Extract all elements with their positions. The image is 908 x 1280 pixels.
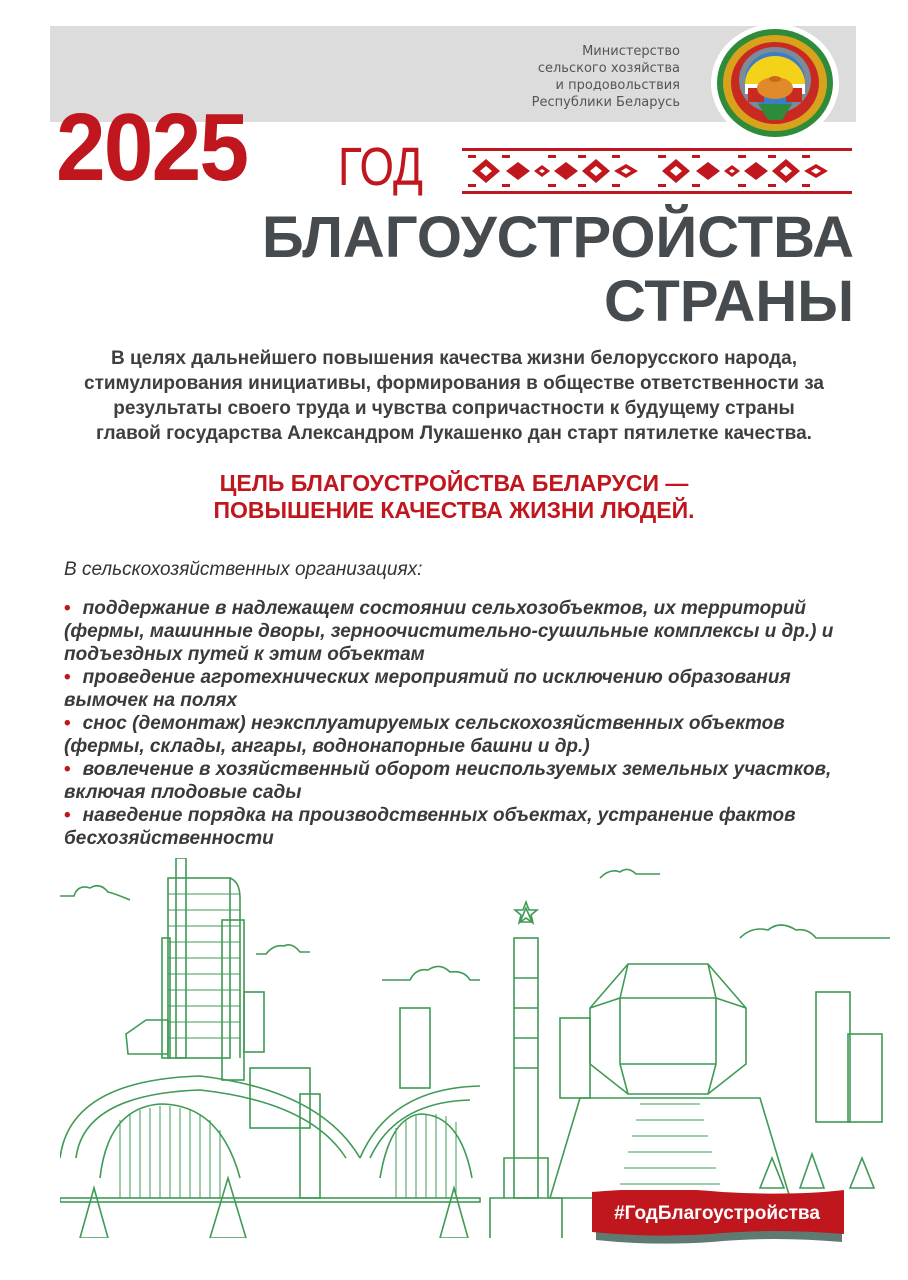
- ministry-line: Министерство: [582, 44, 680, 59]
- ministry-name: [532, 43, 680, 111]
- list-item-text: снос (демонтаж) неэксплуатируемых сельскохозяйственных объектов: [82, 713, 785, 734]
- tree-icon: [210, 1178, 246, 1238]
- cloud-icon: [600, 869, 660, 878]
- cloud-icon: [382, 966, 480, 980]
- cloud-icon: [740, 925, 890, 938]
- list-item-text: включая плодовые сады: [64, 782, 302, 803]
- bullet-icon: •: [64, 759, 71, 780]
- list-item-text: вымочек на полях: [64, 690, 238, 711]
- list-item-text: проведение агротехнических мероприятий по исключению образования: [82, 667, 791, 688]
- list-item-text: (фермы, машинные дворы, зерноочистительно-сушильные комплексы и др.) и: [64, 621, 834, 642]
- cloud-icon: [256, 945, 310, 954]
- tree-icon: [850, 1158, 874, 1188]
- tree-icon: [440, 1188, 468, 1238]
- list-item-text: (фермы, склады, ангары, воднонапорные башни и др.): [64, 736, 590, 757]
- bullet-icon: •: [64, 598, 71, 619]
- cloud-icon: [60, 886, 130, 900]
- hashtag-text: #ГодБлагоустройства: [614, 1203, 820, 1224]
- list-item: [64, 804, 864, 850]
- list-item-text: подъездных путей к этим объектам: [64, 644, 425, 665]
- intro-line: результаты своего труда и чувства сопричастности к будущему страны: [113, 398, 795, 419]
- intro-line: главой государства Александром Лукашенко дан старт пятилетке качества.: [96, 423, 812, 444]
- bullet-icon: •: [64, 805, 71, 826]
- list-item-text: наведение порядка на производственных объектах, устранение фактов: [82, 805, 796, 826]
- tree-icon: [800, 1154, 824, 1188]
- goal-heading: [40, 470, 868, 524]
- year-number: 2025: [56, 94, 248, 201]
- star-icon: [515, 902, 537, 923]
- goal-line: ЦЕЛЬ БЛАГОУСТРОЙСТВА БЕЛАРУСИ —: [219, 470, 689, 496]
- goal-line: ПОВЫШЕНИЕ КАЧЕСТВА ЖИЗНИ ЛЮДЕЙ.: [213, 497, 695, 523]
- intro-line: стимулирования инициативы, формирования в обществе ответственности за: [84, 373, 824, 394]
- ministry-line: Республики Беларусь: [531, 95, 680, 110]
- ministry-line: и продовольствия: [555, 78, 680, 93]
- page-title-line2: СТРАНЫ: [603, 269, 854, 334]
- list-item-text: поддержание в надлежащем состоянии сельхозобъектов, их территорий: [82, 598, 807, 619]
- measures-list: [64, 597, 864, 850]
- tree-icon: [80, 1188, 108, 1238]
- ornament-border: [462, 148, 852, 194]
- list-item: [64, 712, 864, 758]
- intro-paragraph: [40, 346, 868, 446]
- ministry-emblem-icon: [708, 22, 842, 144]
- city-skyline-illustration: [60, 858, 890, 1238]
- list-item-text: бесхозяйственности: [64, 828, 274, 849]
- bullet-icon: •: [64, 713, 71, 734]
- bullet-icon: •: [64, 667, 71, 688]
- list-item: [64, 666, 864, 712]
- list-item: [64, 758, 864, 804]
- page-title-line1: БЛАГОУСТРОЙСТВА: [261, 205, 854, 270]
- list-item: [64, 597, 864, 666]
- year-word: ГОД: [338, 137, 423, 197]
- list-item-text: вовлечение в хозяйственный оборот неиспользуемых земельных участков,: [82, 759, 832, 780]
- section-title: В сельскохозяйственных организациях:: [64, 559, 423, 580]
- intro-line: В целях дальнейшего повышения качества жизни белорусского народа,: [111, 348, 797, 369]
- tree-icon: [760, 1158, 784, 1188]
- ministry-line: сельского хозяйства: [537, 61, 680, 76]
